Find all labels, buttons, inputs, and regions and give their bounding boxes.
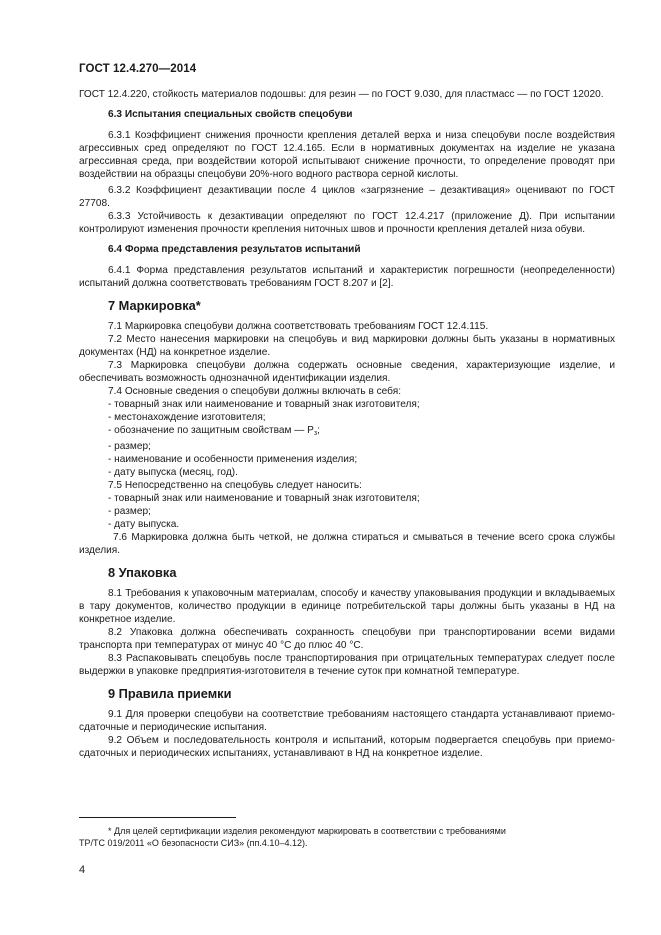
paragraph-7-6: 7.6 Маркировка должна быть четкой, не должна стираться и смываться в течение всего срока службы изделия. [79,532,615,556]
list-item: - размер; [108,441,151,452]
paragraph-8-1: 8.1 Требования к упаковочным материалам, способу и качеству упаковывания продукции и вкладываемых в тару документов, количество продукции в единице потребительской тары должны быть указаны в НД на конкретное изделие. [79,588,615,625]
list-item: - товарный знак или наименование и товарный знак изготовителя; [108,493,420,504]
paragraph-9-2: 9.2 Объем и последовательность контроля и испытаний, которым подвергается спецобувь при приемо-сдаточных и периодических испытаниях, устанавливают в НД на конкретное изделие. [79,735,615,759]
footnote [79,825,615,849]
heading-6-3: 6.3 Испытания специальных свойств спецобуви [108,109,353,120]
paragraph-intro: ГОСТ 12.4.220, стойкость материалов подошвы: для резин — по ГОСТ 9.030, для пластмасс — по ГОСТ 12020. [79,89,604,100]
list-item: - товарный знак или наименование и товарный знак изготовителя; [108,399,420,410]
standard-header: ГОСТ 12.4.270—2014 [79,63,197,75]
footnote-divider [79,817,236,818]
paragraph-9-1: 9.1 Для проверки спецобуви на соответствие требованиям настоящего стандарта устанавливают приемо-сдаточные и периодические испытания. [79,709,615,733]
paragraph-7-4: 7.4 Основные сведения о спецобуви должны включать в себя: [108,386,402,397]
paragraph-6-3-3: 6.3.3 Устойчивость к дезактивации определяют по ГОСТ 12.4.217 (приложение Д). При испытании контролируют изменения прочности крепления ниточных швов и прочности крепления деталей низа обуви. [79,211,615,235]
list-item: - размер; [108,506,151,517]
list-item: - дату выпуска (месяц, год). [108,467,238,478]
list-item: - наименование и особенности применения изделия; [108,454,358,465]
paragraph-7-1: 7.1 Маркировка спецобуви должна соответствовать требованиям ГОСТ 12.4.115. [108,321,489,332]
paragraph-7-3: 7.3 Маркировка спецобуви должна содержать основные сведения, характеризующие изделие, и обеспечивать возможность однозначной идентификации изделия. [79,360,615,384]
list-item-end: ; [317,425,320,436]
page-number: 4 [79,864,86,876]
paragraph-6-3-2: 6.3.2 Коэффициент дезактивации после 4 циклов «загрязнение – дезактивация» оценивают по ГОСТ 27708. [79,185,615,209]
paragraph-7-2: 7.2 Место нанесения маркировки на спецобувь и вид маркировки должны быть указаны в нормативных документах (НД) на конкретное изделие. [79,334,615,358]
heading-6-4: 6.4 Форма представления результатов испытаний [108,244,361,255]
paragraph-8-3: 8.3 Распаковывать спецобувь после транспортирования при отрицательных температурах следует после выдержки в упаковке предприятия-изготовителя в течение суток при комнатной температуре. [79,653,615,677]
list-item: - дату выпуска. [108,519,180,530]
subscript: з [313,430,318,437]
footnote-line-1: * Для целей сертификации изделия рекомендуют маркировать в соответствии с требованиями [108,826,506,836]
paragraph-6-4-1: 6.4.1 Форма представления результатов испытаний и характеристик погрешности (неопределенности) испытаний должна соответствовать требованиям ГОСТ 8.207 и [2]. [79,265,615,289]
heading-7: 7 Маркировка* [108,298,201,313]
paragraph-6-3-1: 6.3.1 Коэффициент снижения прочности крепления деталей верха и низа спецобуви после воздействия агрессивных сред определяют по ГОСТ 12.4.165. Если в нормативных документах на изделие не указана агрессивная среда, при воздействии которой испытывают снижение прочности, то определение проводят при воздействии на образцы спецобуви 20%-ного водного раствора серной кислоты. [79,130,615,180]
paragraph-7-5: 7.5 Непосредственно на спецобувь следует наносить: [108,480,362,491]
list-item-text: - обозначение по защитным свойствам — Р [108,425,314,436]
page-content [79,88,615,760]
footnote-line-2: ТР/ТС 019/2011 «О безопасности СИЗ» (пп.4.10–4.12). [79,838,308,848]
heading-9: 9 Правила приемки [108,686,232,701]
heading-8: 8 Упаковка [108,565,177,580]
paragraph-8-2: 8.2 Упаковка должна обеспечивать сохранность спецобуви при транспортировании всеми видами транспорта при температурах от минус 40 °С до плюс 40 °С. [79,627,615,651]
list-item [79,424,615,440]
list-item: - местонахождение изготовителя; [108,412,266,423]
